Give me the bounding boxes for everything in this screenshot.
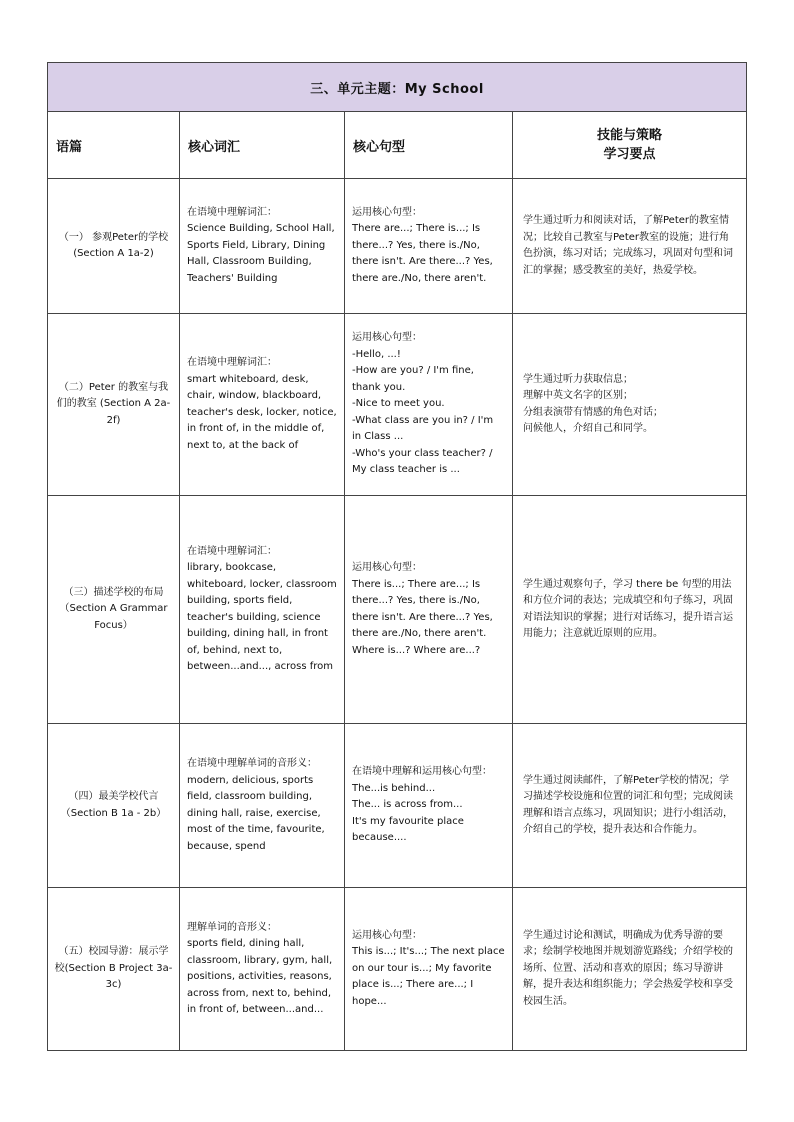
- table-row: [48, 724, 747, 888]
- sentences-cell-line: There are...; There is...; Is there...? Yes, there is./No, there isn't. Are there...? Yes, there are./No, there aren't.: [352, 223, 493, 284]
- text-cell-line: （四）最美学校代言（Section B 1a - 2b）: [60, 791, 167, 819]
- skills-cell-line: 学生通过观察句子，学习 there be 句型的用法和方位介词的表达；完成填空和句子练习，巩固对语法知识的掌握；进行对话练习，提升语言运用能力；注意就近原则的应用。: [523, 578, 733, 639]
- text-cell-line: （五）校园导游：展示学校(Section B Project 3a-3c): [54, 946, 173, 991]
- table-body: [48, 179, 747, 1051]
- text-cell: [48, 496, 180, 724]
- skills-cell: [513, 724, 747, 888]
- sentences-cell-line: There is...; There are...; Is there...? Yes, there is./No, there isn't. Are there...? Yes, there are./No, there aren't. Where is...? Where are...?: [352, 578, 493, 656]
- skills-cell-line: 理解中英文名字的区别；: [523, 390, 633, 401]
- vocab-cell-line: smart whiteboard, desk, chair, window, blackboard, teacher's desk, locker, notice, in front of, in the middle of, next to, at the back of: [187, 373, 337, 451]
- unit-table: [47, 62, 747, 1051]
- sentences-cell-line: This is...; It's...; The next place on our tour is...; My favorite place is...; There are...; I hope...: [352, 946, 505, 1007]
- sentences-cell-line: The...is behind...: [352, 782, 436, 794]
- skills-cell-line: 分组表演带有情感的角色对话；: [523, 406, 663, 418]
- sentences-cell-line: The... is across from...: [352, 799, 463, 811]
- sentences-cell-line: -How are you? / I'm fine, thank you.: [352, 365, 474, 393]
- vocab-cell-line: 在语境中理解单词的音形义：: [187, 758, 317, 769]
- skills-cell-line: 学生通过听力获取信息；: [523, 373, 633, 385]
- sentences-cell-line: -What class are you in? / I'm in Class ...: [352, 414, 494, 443]
- sentences-cell-line: -Hello, ...!: [352, 348, 401, 360]
- skills-cell: [513, 496, 747, 724]
- vocab-cell: [180, 314, 345, 496]
- vocab-cell-line: library, bookcase, whiteboard, locker, classroom building, sports field, teacher's building, science building, dining hall, in front of, behind, next to, between...and..., across from: [187, 562, 337, 672]
- sentences-cell-line: -Nice to meet you.: [352, 398, 445, 410]
- text-cell: [48, 179, 180, 314]
- sentences-cell-line: 运用核心句型：: [352, 206, 422, 218]
- skills-cell: [513, 179, 747, 314]
- sentences-cell: [345, 179, 513, 314]
- vocab-cell: [180, 724, 345, 888]
- table-row: [48, 496, 747, 724]
- sentences-cell: [345, 496, 513, 724]
- vocab-cell-line: 在语境中理解词汇：: [187, 545, 277, 557]
- skills-cell-line: 问候他人，介绍自己和同学。: [523, 423, 653, 434]
- text-cell: [48, 724, 180, 888]
- sentences-cell-line: 在语境中理解和运用核心句型：: [352, 766, 492, 778]
- header-skills-line: 学习要点: [603, 147, 656, 162]
- skills-cell-line: 学生通过听力和阅读对话，了解Peter的教室情况；比较自己教室与Peter教室的设施；进行角色扮演，练习对话；完成练习，巩固对句型和词汇的掌握；感受教室的美好，热爱学校。: [523, 215, 733, 276]
- sentences-cell-line: 运用核心句型：: [352, 929, 422, 941]
- header-skills-line: 技能与策略: [597, 128, 663, 143]
- vocab-cell: [180, 888, 345, 1051]
- skills-cell: [513, 888, 747, 1051]
- header-skills: [513, 112, 747, 179]
- text-cell: [48, 314, 180, 496]
- text-cell-line: （二）Peter 的教室与我们的教室 (Section A 2a-2f): [56, 381, 171, 426]
- header-sentences: 核心句型: [345, 112, 513, 179]
- skills-cell: [513, 314, 747, 496]
- vocab-cell-line: 在语境中理解词汇：: [187, 357, 277, 368]
- vocab-cell-line: modern, delicious, sports field, classroom building, dining hall, raise, exercise, most of the time, favourite, because, spend: [187, 774, 325, 852]
- title-row: [48, 63, 747, 112]
- table-row: [48, 888, 747, 1051]
- table-row: [48, 179, 747, 314]
- vocab-cell-line: sports field, dining hall, classroom, library, gym, hall, positions, activities, reasons, across from, next to, behind, in front of, between...and...: [187, 938, 333, 1015]
- text-cell-line: （三）描述学校的布局（Section A Grammar Focus）: [59, 586, 168, 631]
- vocab-cell-line: 在语境中理解词汇：: [187, 206, 277, 218]
- vocab-cell-line: Science Building, School Hall, Sports Field, Library, Dining Hall, Classroom Building, Teachers' Building: [187, 223, 335, 284]
- header-row: [48, 112, 747, 179]
- text-cell-line: （一） 参观Peter的学校 (Section A 1a-2): [58, 231, 169, 259]
- sentences-cell: [345, 724, 513, 888]
- vocab-cell: [180, 496, 345, 724]
- sentences-cell-line: 运用核心句型：: [352, 562, 422, 573]
- sentences-cell-line: -Who's your class teacher? / My class teacher is ...: [352, 447, 493, 476]
- unit-title: 三、单元主题：My School: [48, 63, 747, 112]
- sentences-cell-line: 运用核心句型：: [352, 332, 422, 344]
- vocab-cell: [180, 179, 345, 314]
- sentences-cell-line: It's my favourite place because....: [352, 815, 464, 844]
- sentences-cell: [345, 888, 513, 1051]
- text-cell: [48, 888, 180, 1051]
- header-vocab: 核心词汇: [180, 112, 345, 179]
- header-text: 语篇: [48, 112, 180, 179]
- skills-cell-line: 学生通过阅读邮件，了解Peter学校的情况；学习描述学校设施和位置的词汇和句型；完成阅读理解和语言点练习，巩固知识；进行小组活动，介绍自己的学校，提升表达和合作能力。: [523, 774, 733, 835]
- sentences-cell: [345, 314, 513, 496]
- skills-cell-line: 学生通过讨论和测试，明确成为优秀导游的要求；绘制学校地图并规划游览路线；介绍学校的场所、位置、活动和喜欢的原因；练习导游讲解，提升表达和组织能力；学会热爱学校和享受校园生活。: [523, 929, 733, 1007]
- vocab-cell-line: 理解单词的音形义：: [187, 921, 277, 933]
- table-row: [48, 314, 747, 496]
